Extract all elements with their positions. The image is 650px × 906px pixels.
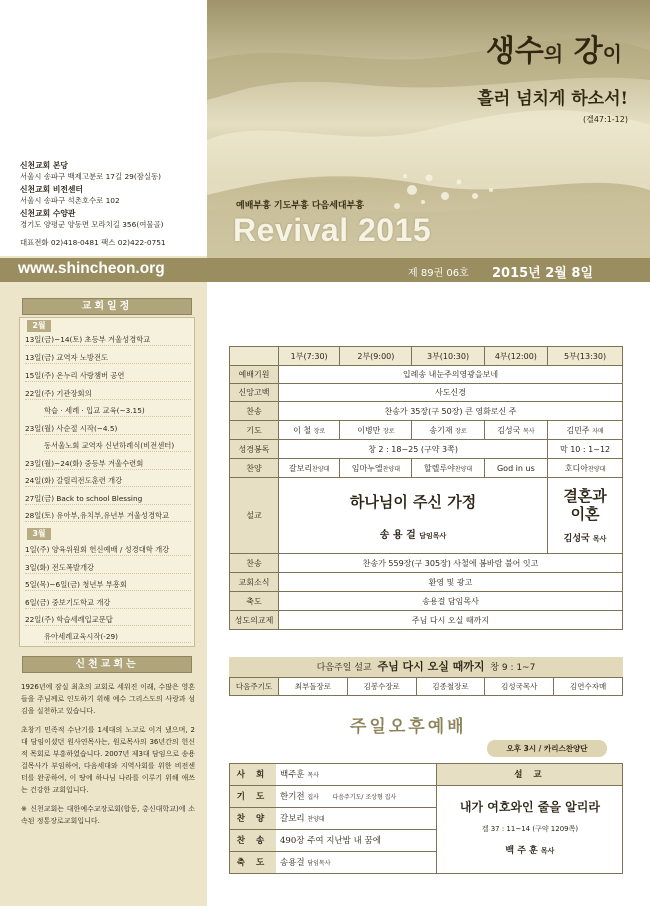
prayer-cell: 김성국 목사 [484, 421, 547, 440]
schedule-item: 13일(금) 교역자 노방전도 [25, 353, 191, 364]
schedule-item: 13일(금)~14(토) 초등부 겨울성경학교 [25, 335, 191, 346]
table-header-row [230, 347, 623, 366]
next-prayer-cell: 김연수자매 [554, 678, 623, 696]
table-row [230, 478, 623, 554]
row-label: 찬송 [230, 402, 279, 421]
header-cell: 4부(12:00) [484, 347, 547, 366]
afternoon-sermon-verse: 겔 37 : 11~14 (구약 1209쪽) [481, 824, 579, 833]
month-feb: 2월 [27, 320, 51, 332]
schedule-item: 23일(월) 사순절 시작(~4.5) [25, 424, 191, 435]
intro-note: ※ 신천교회는 대한예수교장로회(합동, 총신대학교)에 소속된 정통장로교회입니다. [21, 805, 195, 825]
row-label: 성경봉독 [230, 440, 279, 459]
schedule-title: 교회일정 [22, 298, 192, 315]
title-verse-ref: (겔47:1-12) [582, 115, 628, 124]
table-row [230, 592, 623, 611]
schedule-item: 5일(목)~6일(금) 청년부 부흥회 [25, 580, 191, 591]
vision-center-address: 서울시 송파구 석촌호수로 102 [20, 196, 120, 205]
intro-paragraph: 1926년에 잠실 최초의 교회로 세워진 이래, 수많은 영혼들을 주님께로 인도하기 위해 예수 그리스도의 사랑과 섬김을 실천하고 있습니다. [21, 683, 195, 715]
table-row [229, 763, 623, 785]
table-row [230, 366, 623, 384]
creed: 사도신경 [279, 384, 623, 402]
row-label: 다음주기도 [230, 678, 279, 696]
closing-hymn: 찬송가 559장(구 305장) 사철에 봄바람 불어 잇고 [279, 554, 623, 573]
header-cell: 2부(9:00) [340, 347, 412, 366]
next-prayer-cell: 김봉수장로 [347, 678, 416, 696]
header-cell: 3부(10:30) [412, 347, 484, 366]
schedule-item: 23일(월)~24(화) 중등부 겨울수련회 [25, 459, 191, 470]
main-church-name: 신천교회 본당 [20, 161, 68, 170]
schedule-item: 22일(주) 학습세례입교문답 [25, 615, 191, 626]
vision-center-name: 신천교회 비전센터 [20, 185, 83, 194]
schedule-item: 27일(금) Back to school Blessing [25, 494, 191, 505]
next-prayer-cell: 김성국목사 [485, 678, 554, 696]
row-value: 한기전 집사 다음주기도/ 조상형 집사 [276, 785, 436, 807]
issue-date: 2015년 2월 8일 [492, 266, 593, 281]
row-value: 송용걸 담임목사 [276, 851, 436, 873]
next-week-prayer-table [229, 677, 623, 696]
afternoon-sermon-preacher: 백 주 훈 목사 [505, 845, 555, 856]
revival-title: Revival 2015 [233, 212, 432, 248]
header-cell: 1부(7:30) [279, 347, 340, 366]
main-church-address: 서울시 송파구 백제고분로 17길 29(잠실동) [20, 172, 162, 181]
row-label: 축도 [230, 592, 279, 611]
afternoon-order-table [229, 763, 623, 874]
next-sermon-verse: 창 9 : 1~7 [490, 663, 536, 673]
afternoon-title: 주일오후예배 [350, 717, 467, 737]
header-banner [207, 0, 650, 258]
phone-fax: 대표전화 02)418-0481 팩스 02)422-0751 [20, 238, 166, 247]
main-title: 생수의 강이 [485, 34, 622, 69]
intro-title: 신천교회는 [22, 656, 192, 673]
table-row [230, 440, 623, 459]
motto: 예배부흥 기도부흥 다음세대부흥 [236, 201, 364, 211]
schedule-item: 6일(금) 중보기도학교 개강 [25, 598, 191, 609]
row-value: 백주훈 목사 [276, 763, 436, 785]
next-prayer-cell: 김종철장로 [416, 678, 485, 696]
service-order-table [229, 346, 623, 630]
retreat-name: 신천교회 수양관 [20, 209, 76, 218]
choir-cell: 할렐루야찬양대 [412, 459, 484, 478]
row-label: 찬 송 [229, 829, 276, 851]
sermon-cell [279, 478, 548, 554]
next-week-sermon: 다음주일 설교 주님 다시 오실 때까지 창 9 : 1~7 [229, 657, 623, 677]
choir-cell: God in us [484, 459, 547, 478]
row-label: 신앙고백 [230, 384, 279, 402]
sermon-cell-5 [548, 478, 623, 554]
fellowship-song: 주님 다시 오실 때까지 [279, 611, 623, 630]
scripture-reading: 창 2 : 18~25 (구약 3쪽) [279, 440, 548, 459]
header-blank [230, 347, 279, 366]
issue-number: 제 89권 06호 [408, 268, 469, 279]
afternoon-sermon-cell [436, 785, 623, 873]
prayer-cell: 송기재 장로 [412, 421, 484, 440]
sermon-preacher: 송 용 걸 담임목사 [379, 529, 447, 541]
row-label: 찬 양 [229, 807, 276, 829]
table-row [230, 678, 623, 696]
row-value: 490장 주여 지난밤 내 꿈에 [276, 829, 436, 851]
schedule-item: 15일(주) 온누리 사랑챔버 공연 [25, 371, 191, 382]
row-label: 찬송 [230, 554, 279, 573]
row-label: 성도의교제 [230, 611, 279, 630]
sermon-header: 설 교 [436, 763, 623, 785]
scripture-reading-5: 막 10 : 1~12 [548, 440, 623, 459]
next-prayer-cell: 최부돌장로 [279, 678, 348, 696]
website-link[interactable]: www.shincheon.org [18, 260, 165, 277]
row-value: 갈보리 찬양대 [276, 807, 436, 829]
schedule-item: 동서울노회 교역자 신년하례식(비전센터) [44, 441, 191, 452]
table-row [229, 785, 623, 807]
row-label: 찬양 [230, 459, 279, 478]
prayer-cell: 김민주 자매 [548, 421, 623, 440]
schedule-item: 학습 · 세례 · 입교 교육(~3.15) [44, 406, 191, 417]
table-row [230, 421, 623, 440]
month-mar: 3월 [27, 528, 51, 540]
table-row [230, 611, 623, 630]
table-row [230, 384, 623, 402]
row-label: 기 도 [229, 785, 276, 807]
schedule-item: 22일(주) 기관장회의 [25, 389, 191, 400]
sermon5-title: 결혼과 이혼 [563, 487, 607, 523]
prayer-cell: 이 철 장로 [279, 421, 340, 440]
row-label: 축 도 [229, 851, 276, 873]
opening-hymn: 찬송가 35장(구 50장) 큰 영화로신 주 [279, 402, 623, 421]
header-cell: 5부(13:30) [548, 347, 623, 366]
intro-text [21, 681, 195, 834]
table-row [230, 459, 623, 478]
schedule-item: 28일(토) 유아부,유치부,유년부 겨울성경학교 [25, 511, 191, 522]
choir-cell: 임마누엘찬양대 [340, 459, 412, 478]
row-label: 예배기원 [230, 366, 279, 384]
row-label: 기도 [230, 421, 279, 440]
row-label: 교회소식 [230, 573, 279, 592]
next-sermon-title: 주님 다시 오실 때까지 [377, 660, 485, 673]
schedule-item: 3일(화) 전도폭발개강 [25, 563, 191, 574]
table-row [230, 554, 623, 573]
table-row [230, 402, 623, 421]
row-label: 설교 [230, 478, 279, 554]
sermon-title: 하나님이 주신 가정 [349, 492, 477, 511]
schedule-item: 1일(주) 양육위원회 헌신예배 / 성경대학 개강 [25, 545, 191, 556]
retreat-address: 경기도 양평군 양동면 모라치길 356(여물골) [20, 220, 164, 229]
table-row [230, 573, 623, 592]
main-subtitle: 흘러 넘치게 하소서! [477, 89, 628, 109]
benediction: 송용걸 담임목사 [279, 592, 623, 611]
row-label: 사 회 [229, 763, 276, 785]
choir-cell: 호디아찬양대 [548, 459, 623, 478]
intro-paragraph: 초창기 민족적 수난기를 1세대의 노고로 이겨 냈으며, 2대 담임이셨던 원사연목사는, 원로목사의 36년간의 헌신적 목회로 부흥하였습니다. 2007년 제3대 담임으로 송용걸목사가 부임하여, 다음세대와 지역사회를 위한 비전센터를 완공하여, 이 땅에 하나님 나라를 이루기 위해 애쓰는 건강한 교회입니다. [21, 726, 195, 794]
choir-cell: 갈보리찬양대 [279, 459, 340, 478]
schedule-item: 유아세례교육시작(-29) [44, 632, 191, 643]
call-to-worship: 입례송 내눈주의영광을보네 [279, 366, 623, 384]
sermon5-preacher: 김성국 목사 [563, 534, 607, 544]
afternoon-sermon-title: 내가 여호와인 줄을 알리라 [459, 799, 600, 814]
schedule-item: 24일(화) 갈릴리전도훈련 개강 [25, 476, 191, 487]
prayer-cell: 이병만 장로 [340, 421, 412, 440]
afternoon-time: 오후 3시 / 카리스찬양단 [487, 740, 607, 757]
announcements: 환영 및 광고 [279, 573, 623, 592]
